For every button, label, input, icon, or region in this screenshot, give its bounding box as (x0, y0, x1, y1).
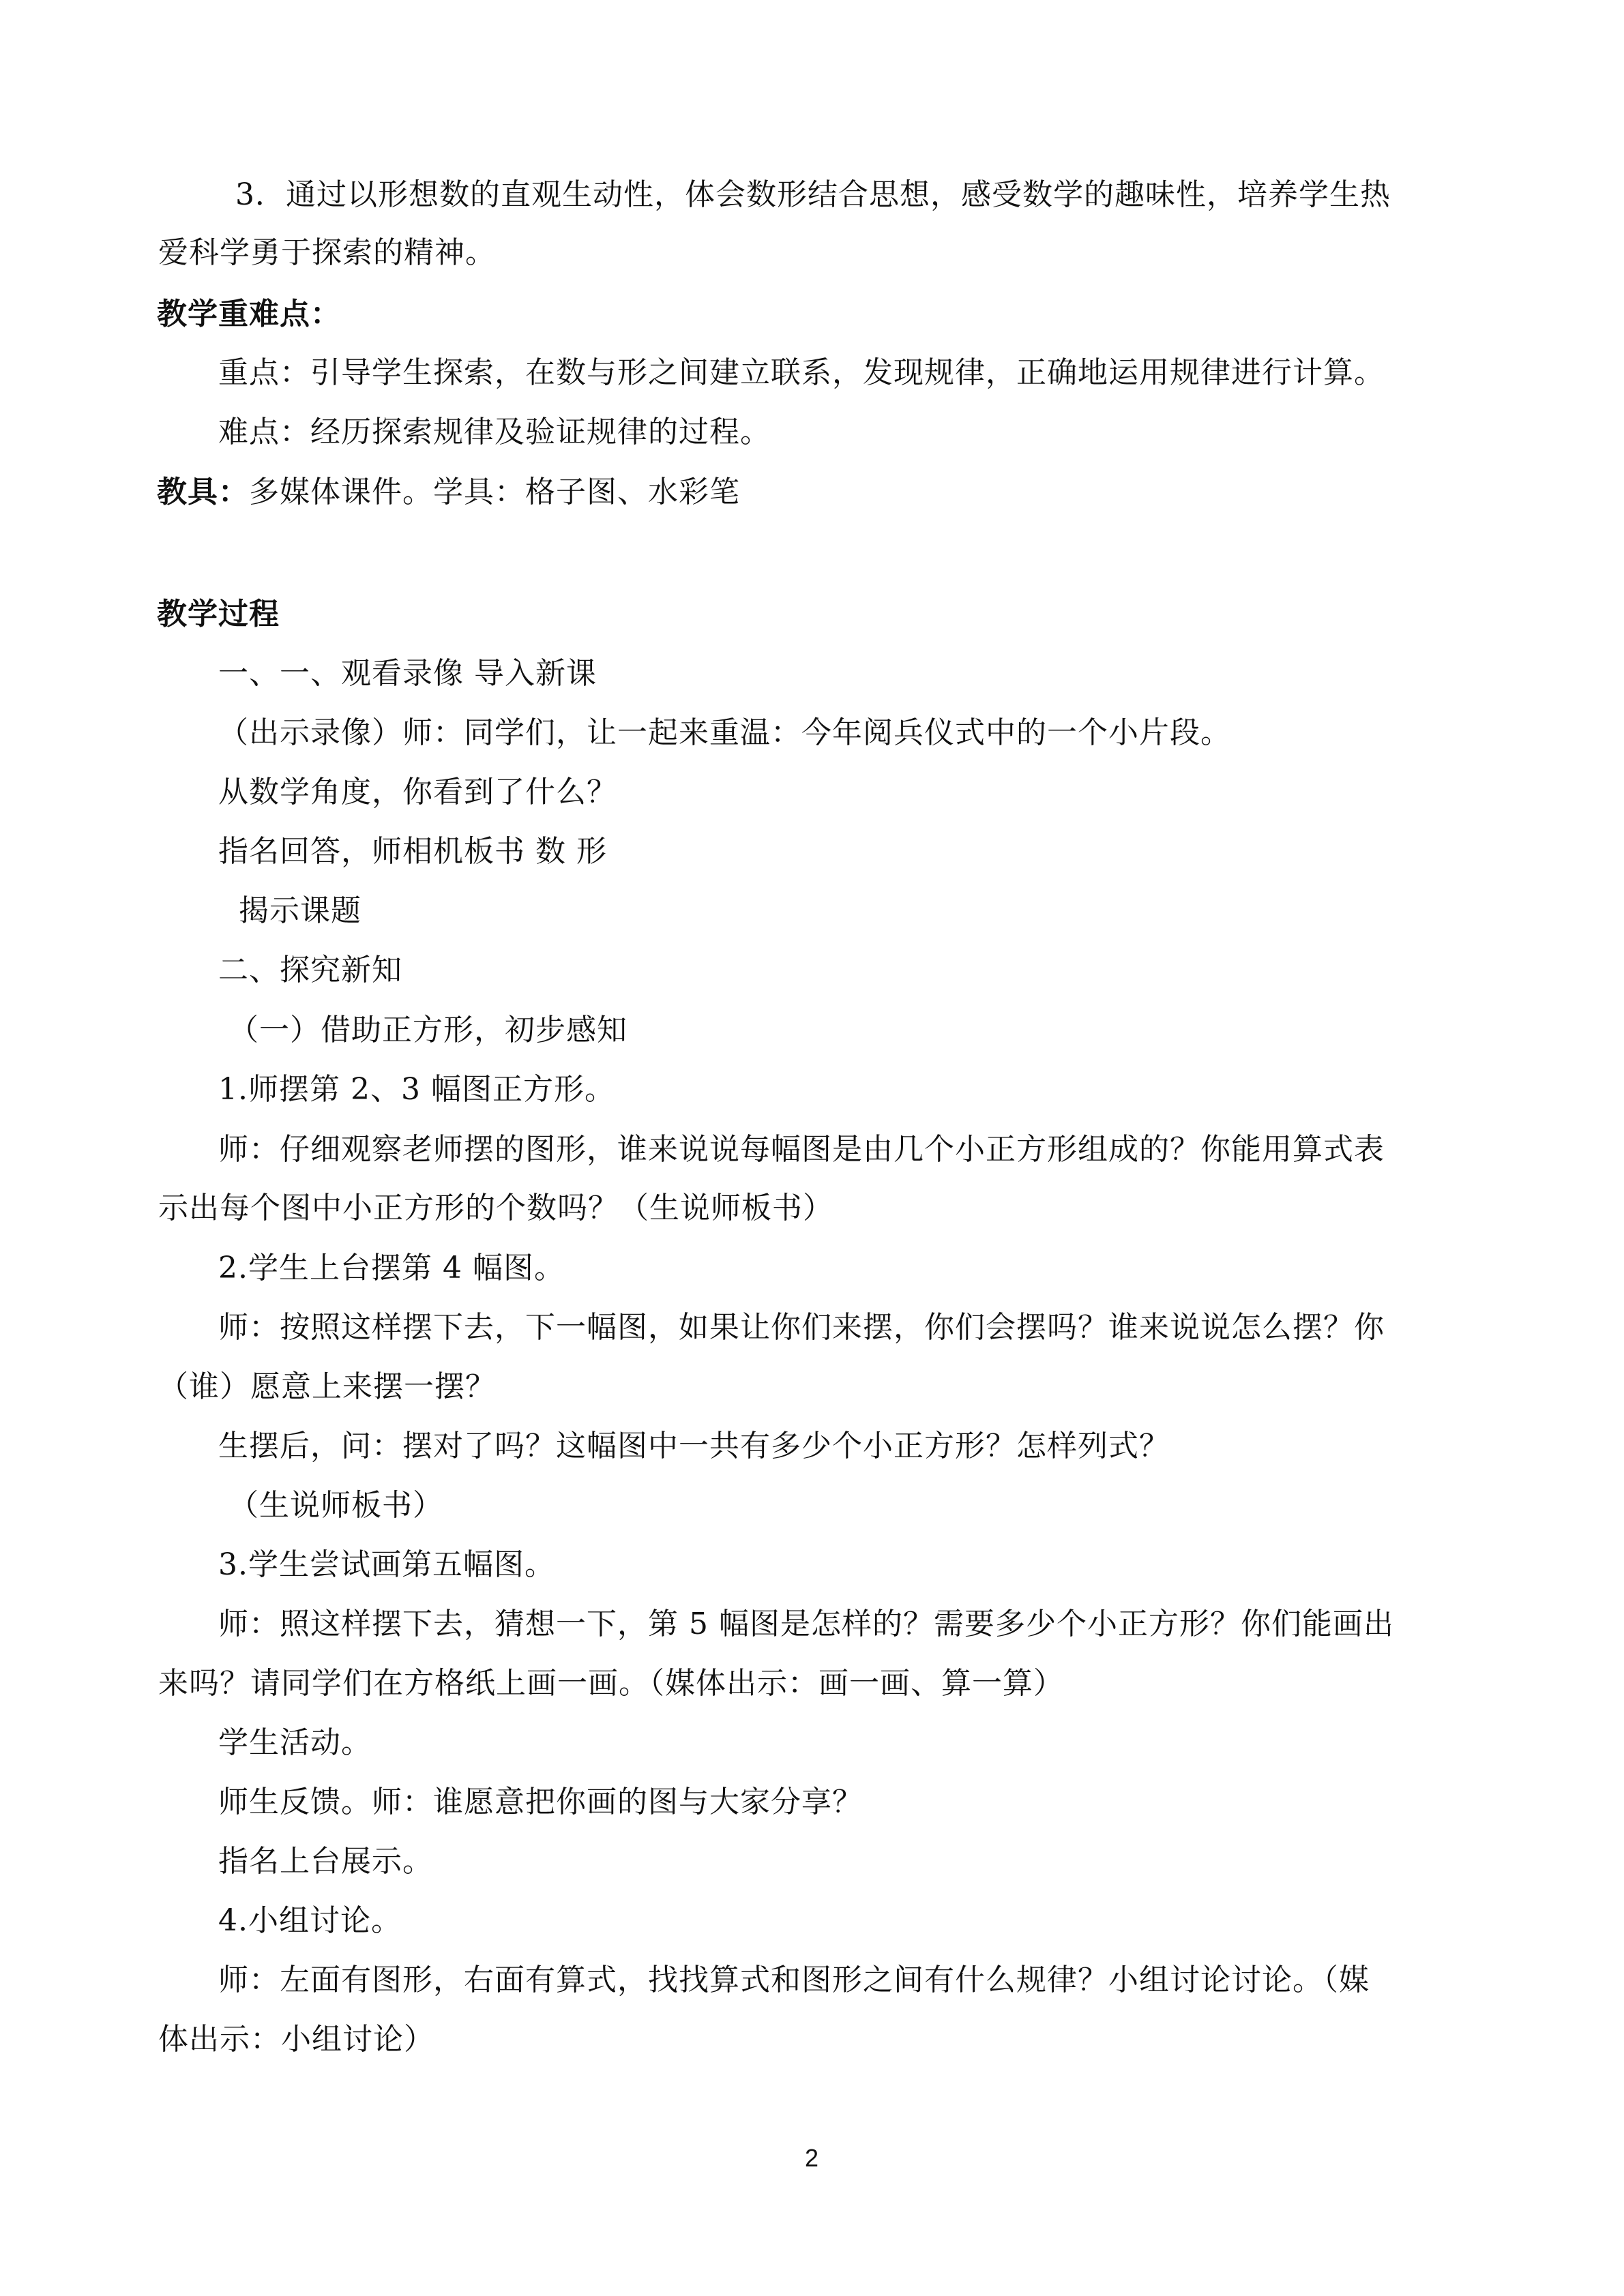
step-2: 2.学生上台摆第 4 幅图。 (218, 1251, 565, 1285)
step-2-after: 生摆后，问：摆对了吗？这幅图中一共有多少个小正方形？怎样列式？ (218, 1429, 1170, 1463)
paragraph-reveal: 揭示课题 (239, 893, 361, 928)
difficult-point-text: 难点：经历探索规律及验证规律的过程。 (218, 415, 771, 449)
step-3-feedback: 师生反馈。师：谁愿意把你画的图与大家分享？ (218, 1785, 863, 1819)
step-4-text-line-2: 体出示：小组讨论） (158, 2022, 434, 2057)
subsection-1-title: （一）借助正方形，初步感知 (228, 1013, 628, 1047)
step-3-text-line-1: 师：照这样摆下去，猜想一下，第 5 幅图是怎样的？需要多少个小正方形？你们能画出 (218, 1607, 1394, 1641)
tools-line (157, 472, 740, 513)
tools-label: 教具： (157, 475, 249, 509)
step-1-text-line-1: 师：仔细观察老师摆的图形，谁来说说每幅图是由几个小正方形组成的？你能用算式表 (218, 1132, 1385, 1167)
section-1-title: 一、一、观看录像 导入新课 (218, 656, 597, 691)
objective-3-line-1: 3．通过以形想数的直观生动性，体会数形结合思想，感受数学的趣味性，培养学生热 (235, 177, 1391, 212)
step-1-text-line-2: 示出每个图中小正方形的个数吗？（生说师板书） (158, 1191, 833, 1225)
page-number: 2 (804, 2144, 819, 2172)
section-2-title: 二、探究新知 (218, 953, 402, 987)
step-3-activity: 学生活动。 (218, 1725, 372, 1760)
step-4: 4.小组讨论。 (218, 1903, 402, 1938)
paragraph-video: （出示录像）师：同学们，让一起来重温：今年阅兵仪式中的一个小片段。 (218, 715, 1231, 750)
step-3-show: 指名上台展示。 (218, 1844, 433, 1879)
step-4-text-line-1: 师：左面有图形，右面有算式，找找算式和图形之间有什么规律？小组讨论讨论。（媒 (218, 1963, 1370, 1997)
step-3-text-line-2: 来吗？请同学们在方格纸上画一画。（媒体出示：画一画、算一算） (158, 1666, 1064, 1701)
objective-3-line-2: 爱科学勇于探索的精神。 (158, 235, 496, 270)
paragraph-answer: 指名回答，师相机板书 数 形 (218, 834, 607, 869)
step-2-text-line-1: 师：按照这样摆下去，下一幅图，如果让你们来摆，你们会摆吗？谁来说说怎么摆？你 (218, 1310, 1385, 1345)
process-heading: 教学过程 (157, 597, 280, 631)
step-2-text-line-2: （谁）愿意上来摆一摆？ (158, 1369, 496, 1404)
paragraph-math-view: 从数学角度，你看到了什么？ (218, 775, 617, 809)
key-points-heading: 教学重难点： (157, 297, 341, 331)
step-2-board: （生说师板书） (228, 1488, 443, 1523)
step-1: 1.师摆第 2、3 幅图正方形。 (218, 1072, 615, 1107)
tools-text: 多媒体课件。学具：格子图、水彩笔 (249, 475, 740, 509)
step-3: 3.学生尝试画第五幅图。 (218, 1547, 555, 1582)
key-point-text: 重点：引导学生探索，在数与形之间建立联系，发现规律，正确地运用规律进行计算。 (218, 355, 1385, 390)
